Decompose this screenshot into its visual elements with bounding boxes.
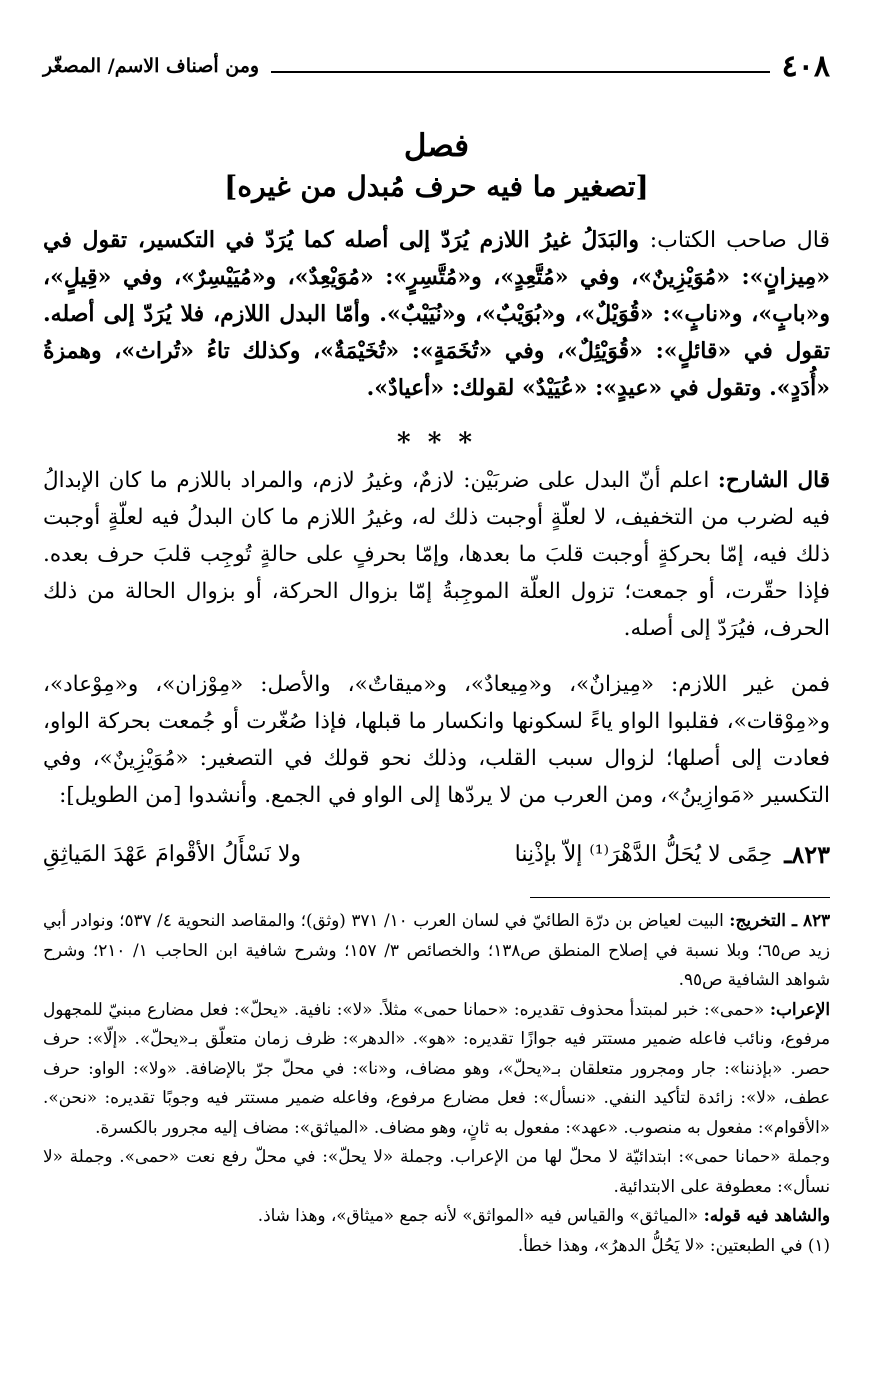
shahid-label: والشاهد فيه قوله: <box>703 1205 830 1225</box>
takhrij-text: البيت لعياض بن درّة الطائيّ في لسان العرب ١٠/ ٣٧١ (وثق)؛ والمقاصد النحوية ٤/ ٥٣٧؛ ونوادر أبي زيد ص٦٥؛ وبلا نسبة في إصلاح المنطق ص١٣٨؛ والخصائص ٣/ ١٥٧؛ وشرح شافية ابن الحاجب ١/ ٢١٠؛ وشرح شواهد الشافية ص٩٥. <box>43 910 830 989</box>
footnote-1: (١) في الطبعتين: «لا يَحُلُّ الدهرُ»، وهذا خطأ. <box>517 1234 830 1255</box>
matn-lead: قال صاحب الكتاب: <box>649 228 830 253</box>
header-rule <box>271 71 770 73</box>
verse-first-hemistich: حِمًى لا يُحَلُّ الدَّهْرَ⁽¹⁾ إلاّ بإذْنِنا <box>514 841 773 867</box>
poetry-verse <box>43 834 830 874</box>
footnotes <box>43 906 830 1260</box>
section-title: فصل <box>403 128 470 164</box>
footnote-rule <box>530 897 830 898</box>
page-number: ٤٠٨ <box>781 48 830 84</box>
verse-second-hemistich: ولا نَسْأَلُ الأقْوامَ عَهْدَ المَياثِقِ <box>42 841 302 867</box>
jumal-note: وجملة «حمانا حمى»: ابتدائيّة لا محلّ لها من الإعراب. وجملة «لا يحلّ»: في محلّ رفع نعت «حمى». وجملة «لا نسأل»: معطوفة على الابتدائية. <box>43 1146 830 1196</box>
irab-note <box>43 995 830 1143</box>
verse-number: ٨٢٣ـ <box>784 839 830 869</box>
takhrij-label: ٨٢٣ ـ التخريج: <box>729 910 831 930</box>
section-separator: * * * <box>397 428 476 458</box>
chapter-title: [تصغير ما فيه حرف مُبدل من غيره] <box>224 170 649 203</box>
running-title: ومن أصناف الاسم/ المصغّر <box>43 55 260 77</box>
sharh-paragraph-1 <box>43 462 830 647</box>
sharh-lead: قال الشارح: <box>717 468 830 493</box>
sharh-paragraph-2: فمن غير اللازم: «مِيزانٌ»، و«مِيعادٌ»، و«ميقاتٌ»، والأصل: «مِوْزان»، و«مِوْعاد»، و«مِوْقات»، فقلبوا الواو ياءً لسكونها وانكسار ما قبلها، فإذا صُغّرت أو جُمعت بحركة الواو، فعادت إلى أصلها؛ لزوال سبب القلب، وذلك نحو قولك في التصغير: «مُوَيْزِينٌ»، وفي التكسير «مَوازِينُ»، ومن العرب من لا يردّها إلى الواو في الجمع. وأنشدوا [من الطويل]: <box>43 672 830 808</box>
matn-text: والبَدَلُ غيرُ اللازم يُرَدّ إلى أصله كما يُرَدّ في التكسير، تقول في «مِيزانٍ»: «مُوَيْزِينٌ»، وفي «مُتَّعِدٍ»، و«مُتَّسِرٍ»: «مُوَيْعِدٌ»، و«مُيَيْسِرٌ»، وفي «قِيلٍ»، و«بابٍ»، و«نابٍ»: «قُوَيْلٌ»، و«بُوَيْبٌ»، و«نُيَيْبٌ». وأمّا البدل اللازم، فلا يُرَدّ إلى أصله. تقول في «قائلٍ»: «قُوَيْئِلٌ»، وفي «تُخَمَةٍ»: «تُخَيْمَةٌ»، وكذلك تاءُ «تُراث»، وهمزةُ «أُدَدٍ». وتقول في «عيدٍ»: «عُيَيْدٌ» لقولك: «أعيادٌ». <box>43 227 830 401</box>
takhrij-note <box>43 906 830 995</box>
irab-text: «حمى»: خبر لمبتدأ محذوف تقديره: «حمانا حمى» مثلاً. «لا»: نافية. «يحلّ»: فعل مضارع مبنيّ للمجهول مرفوع، ونائب فاعله ضمير مستتر فيه جوازًا تقديره: «هو». «الدهر»: ظرف زمان متعلّق بـ«يحلّ». «إلّا»: حرف حصر. «بإذننا»: جار ومجرور متعلقان بـ«يحلّ»، وهو مضاف، و«نا»: في محلّ جرّ بالإضافة. «ولا»: الواو: حرف عطف، «لا»: زائدة لتأكيد النفي. «نسأل»: فعل مضارع مرفوع، وفاعله ضمير مستتر فيه وجوبًا تقديره: «نحن». «الأقوام»: مفعول به منصوب. «عهد»: مفعول به ثانٍ، وهو مضاف. «المياثق»: مضاف إليه مجرور بالكسرة. <box>43 998 830 1137</box>
shahid-note <box>43 1201 830 1231</box>
matn-paragraph <box>43 222 830 407</box>
shahid-text: «المياثق» والقياس فيه «المواثق» لأنه جمع «ميثاق»، وهذا شاذ. <box>257 1205 699 1225</box>
page-header <box>43 46 830 86</box>
irab-label: الإعراب: <box>769 998 831 1019</box>
sharh-text-1: اعلم أنّ البدل على ضربَيْن: لازمٌ، وغيرُ لازم، والمراد باللازم ما كان الإبدالُ فيه لضرب من التخفيف، لا لعلّةٍ أوجبت ذلك له، وغيرُ اللازم ما كان البدلُ فيه لعلّةٍ أوجبت ذلك فيه، إمّا بحركةٍ أوجبت قلبَ ما بعدها، وإمّا بحرفٍ على حالةٍ تُوجِب قلبَ حرف بعده. فإذا حقّرت، أو جمعت؛ تزول العلّة الموجِبةُ إمّا بزوال الحركة، أو بزوال الحالة من ذلك الحرف، فيُرَدّ إلى أصله. <box>43 468 830 641</box>
